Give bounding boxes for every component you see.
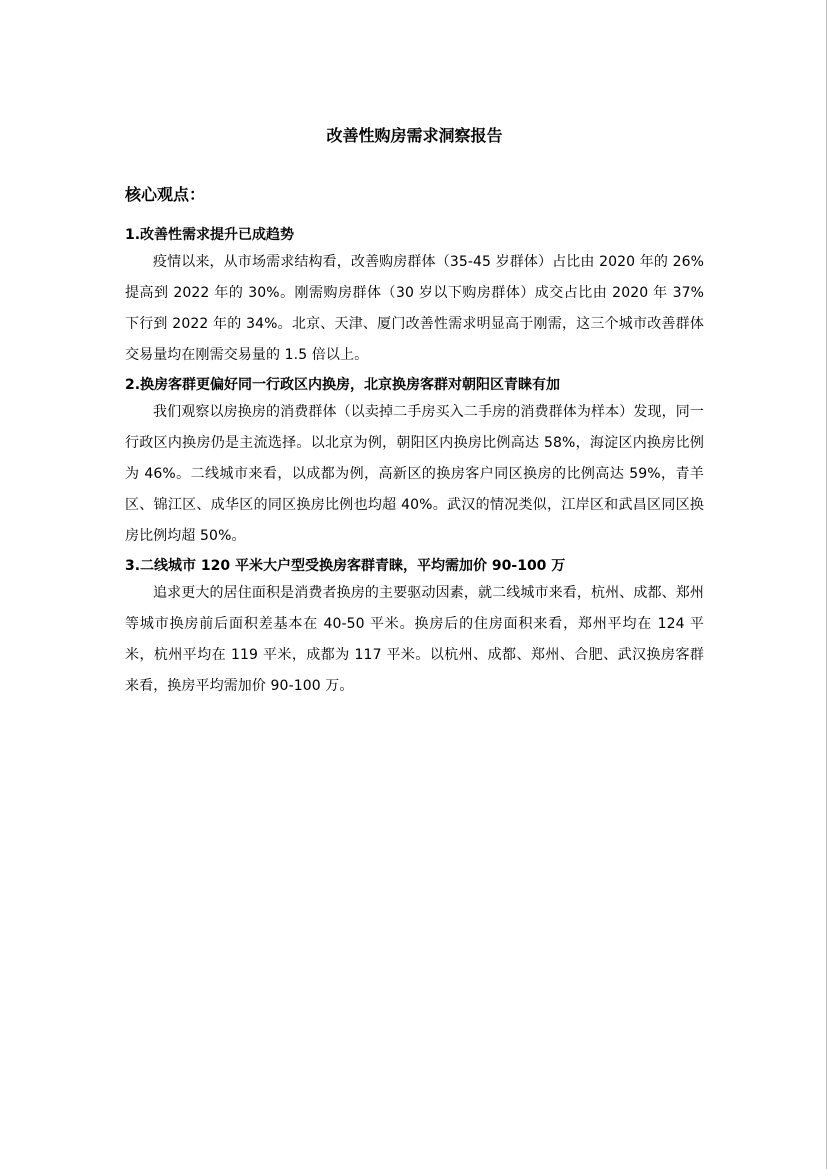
report-title: 改善性购房需求洞察报告	[326, 126, 503, 145]
section-1-heading: 1.改善性需求提升已成趋势	[125, 227, 295, 243]
section-2-heading: 2.换房客群更偏好同一行政区内换房，北京换房客群对朝阳区青睐有加	[125, 377, 561, 393]
section-2-paragraph: 我们观察以房换房的消费群体（以卖掉二手房买入二手房的消费群体为样本）发现，同一行政区内换房仍是主流选择。以北京为例，朝阳区内换房比例高达 58%，海淀区内换房比例为 46%。二线城市来看，以成都为例，高新区的换房客户同区换房的比例高达 59%，青羊区、锦江区、成华区的同区换房比例也均超 40%。武汉的情况类似，江岸区和武昌区同区换房比例均超 50%。	[125, 404, 704, 544]
section-3-paragraph: 追求更大的居住面积是消费者换房的主要驱动因素，就二线城市来看，杭州、成都、郑州等城市换房前后面积差基本在 40-50 平米。换房后的住房面积来看，郑州平均在 124 平米，杭州平均在 119 平米，成都为 117 平米。以杭州、成都、郑州、合肥、武汉换房客群来看，换房平均需加价 90-100 万。	[125, 585, 704, 694]
section-1-paragraph: 疫情以来，从市场需求结构看，改善购房群体（35-45 岁群体）占比由 2020 年的 26%提高到 2022 年的 30%。刚需购房群体（30 岁以下购房群体）成交占比由 2020 年 37%下行到 2022 年的 34%。北京、天津、厦门改善性需求明显高于刚需，这三个城市改善群体交易量均在刚需交易量的 1.5 倍以上。	[125, 254, 704, 363]
core-points-heading: 核心观点：	[125, 185, 206, 204]
section-3-heading: 3.二线城市 120 平米大户型受换房客群青睐，平均需加价 90-100 万	[125, 558, 566, 574]
document-content	[125, 124, 704, 705]
